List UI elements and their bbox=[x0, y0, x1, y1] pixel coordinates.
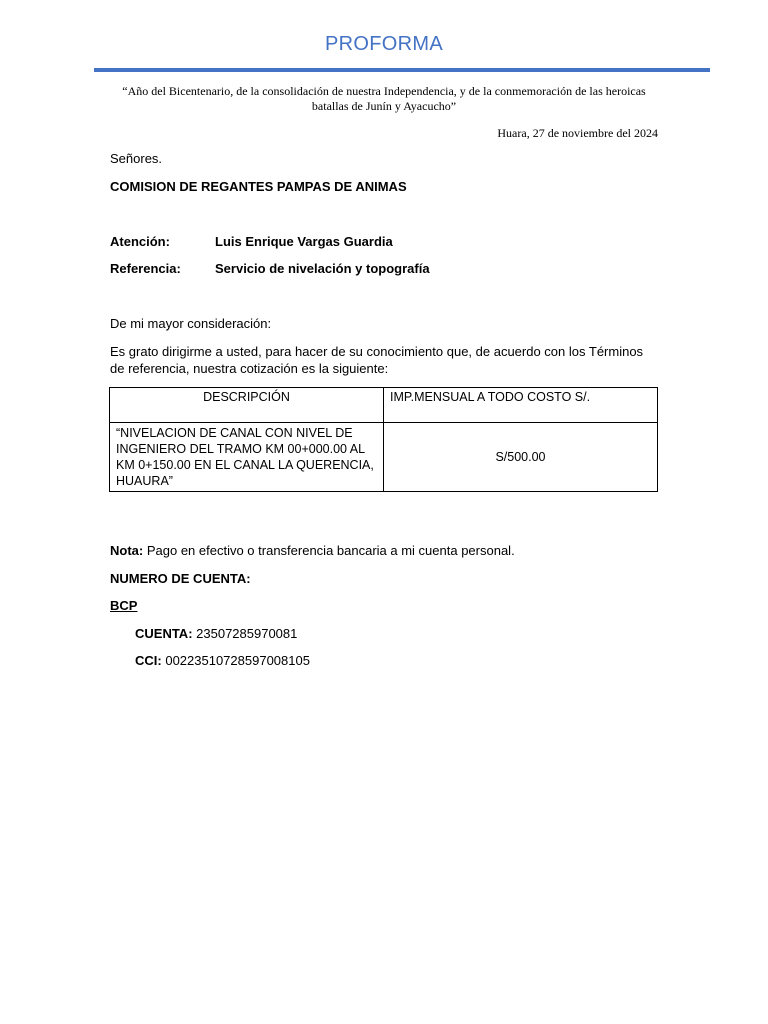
description-header: DESCRIPCIÓN bbox=[110, 388, 384, 423]
attention-value: Luis Enrique Vargas Guardia bbox=[215, 234, 393, 249]
bank-name: BCP bbox=[110, 598, 138, 613]
note-text: Pago en efectivo o transferencia bancaria a mi cuenta personal. bbox=[146, 543, 515, 558]
attention-line bbox=[110, 234, 393, 249]
table-row bbox=[110, 423, 658, 492]
account-label: CUENTA: bbox=[135, 626, 193, 641]
amount-cell: S/500.00 bbox=[384, 423, 658, 492]
intro-paragraph: Es grato dirigirme a usted, para hacer de su conocimiento que, de acuerdo con los Términos de referencia, nuestra cotización es la siguiente: bbox=[110, 344, 644, 376]
cci-line bbox=[135, 653, 310, 668]
reference-label: Referencia: bbox=[110, 261, 181, 276]
document-title: PROFORMA bbox=[325, 33, 443, 55]
reference-value: Servicio de nivelación y topografía bbox=[215, 261, 430, 276]
payment-note bbox=[110, 543, 515, 558]
year-motto: “Año del Bicentenario, de la consolidación de nuestra Independencia, y de la conmemoración de las heroicas batallas de Junín y Ayacucho” bbox=[122, 84, 646, 113]
cci-number: 00223510728597008105 bbox=[165, 653, 310, 668]
salutation: Señores. bbox=[110, 151, 163, 166]
table-header-row bbox=[110, 388, 658, 423]
attention-label: Atención: bbox=[110, 234, 170, 249]
quotation-table bbox=[109, 387, 658, 492]
account-number: 23507285970081 bbox=[196, 626, 298, 641]
account-line bbox=[135, 626, 297, 641]
cci-label: CCI: bbox=[135, 653, 162, 668]
account-heading: NUMERO DE CUENTA: bbox=[110, 571, 251, 586]
greeting: De mi mayor consideración: bbox=[110, 316, 272, 331]
document-date: Huara, 27 de noviembre del 2024 bbox=[497, 126, 658, 140]
reference-line bbox=[110, 261, 430, 276]
description-cell: “NIVELACION DE CANAL CON NIVEL DE INGENIERO DEL TRAMO KM 00+000.00 AL KM 0+150.00 EN EL CANAL LA QUERENCIA, HUAURA” bbox=[110, 423, 384, 492]
note-label: Nota: bbox=[110, 543, 144, 558]
amount-header: IMP.MENSUAL A TODO COSTO S/. bbox=[384, 388, 658, 423]
title-divider bbox=[94, 68, 710, 72]
recipient-name: COMISION DE REGANTES PAMPAS DE ANIMAS bbox=[110, 179, 407, 194]
